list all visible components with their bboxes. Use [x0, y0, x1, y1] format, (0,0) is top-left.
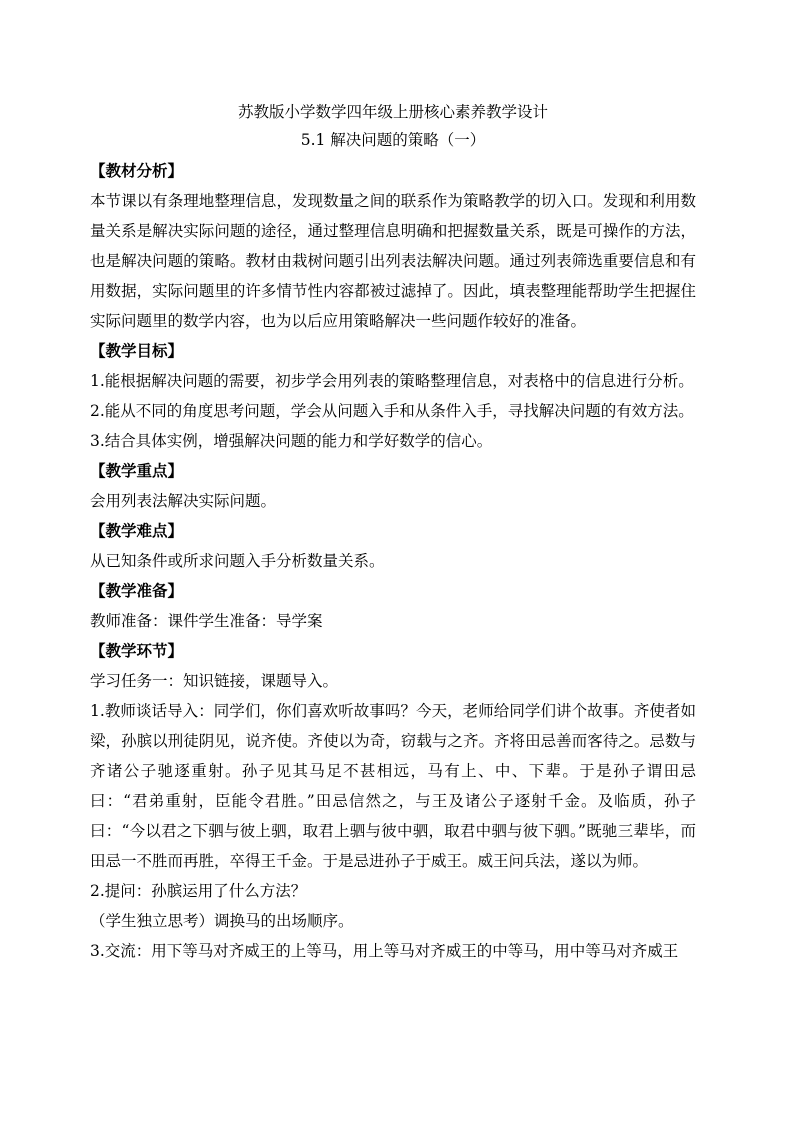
- document-title: 苏教版小学数学四年级上册核心素养教学设计: [237, 103, 548, 121]
- process-step-3: 3.交流：用下等马对齐威王的上等马，用上等马对齐威王的中等马，用中等马对齐威王: [90, 942, 679, 960]
- process-step-2-answer: （学生独立思考）调换马的出场顺序。: [90, 912, 354, 930]
- process-step-2: 2.提问：孙膑运用了什么方法？: [90, 882, 307, 900]
- preparation-text: 教师准备：课件学生准备：导学案: [90, 612, 323, 630]
- analysis-text: 本节课以有条理地整理信息，发现数量之间的联系作为策略教学的切入口。发现和利用数量关系是解决实际问题的途径，通过整理信息明确和把握数量关系，既是可操作的方法，也是解决问题的策略。教材由栽树问题引出列表法解决问题。通过列表筛选重要信息和有用数据，实际问题里的许多情节性内容都被过滤掉了。因此，填表整理能帮助学生把握住实际问题里的数学内容，也为以后应用策略解决一些问题作较好的准备。: [90, 192, 696, 330]
- heading-process: 【教学环节】: [90, 641, 184, 660]
- heading-goals: 【教学目标】: [90, 341, 184, 360]
- lesson-subtitle: 5.1 解决问题的策略（一）: [300, 131, 486, 149]
- goal-item-3: 3.结合具体实例，增强解决问题的能力和学好数学的信心。: [90, 432, 493, 450]
- heading-analysis: 【教材分析】: [90, 161, 184, 180]
- difficulties-text: 从已知条件或所求问题入手分析数量关系。: [90, 552, 385, 570]
- goal-item-2: 2.能从不同的角度思考问题，学会从问题入手和从条件入手，寻找解决问题的有效方法。: [90, 402, 694, 420]
- heading-preparation: 【教学准备】: [90, 581, 184, 600]
- heading-difficulties: 【教学难点】: [90, 521, 184, 540]
- process-step-1: 1.教师谈话导入：同学们，你们喜欢听故事吗？今天，老师给同学们讲个故事。齐使者如梁，孙膑以刑徒阴见，说齐使。齐使以为奇，窃载与之齐。齐将田忌善而客待之。忌数与齐诸公子驰逐重射。孙子见其马足不甚相远，马有上、中、下辈。于是孙子谓田忌曰：“君弟重射，臣能令君胜。”田忌信然之，与王及诸公子逐射千金。及临质，孙子曰：“今以君之下驷与彼上驷，取君上驷与彼中驷，取君中驷与彼下驷。”既驰三辈毕，而田忌一不胜而再胜，卒得王千金。于是忌进孙子于威王。威王问兵法，遂以为师。: [90, 702, 696, 870]
- goal-item-1: 1.能根据解决问题的需要，初步学会用列表的策略整理信息，对表格中的信息进行分析。: [90, 372, 694, 390]
- heading-key-points: 【教学重点】: [90, 461, 184, 480]
- process-task-1: 学习任务一：知识链接，课题导入。: [90, 672, 339, 690]
- key-points-text: 会用列表法解决实际问题。: [90, 492, 277, 510]
